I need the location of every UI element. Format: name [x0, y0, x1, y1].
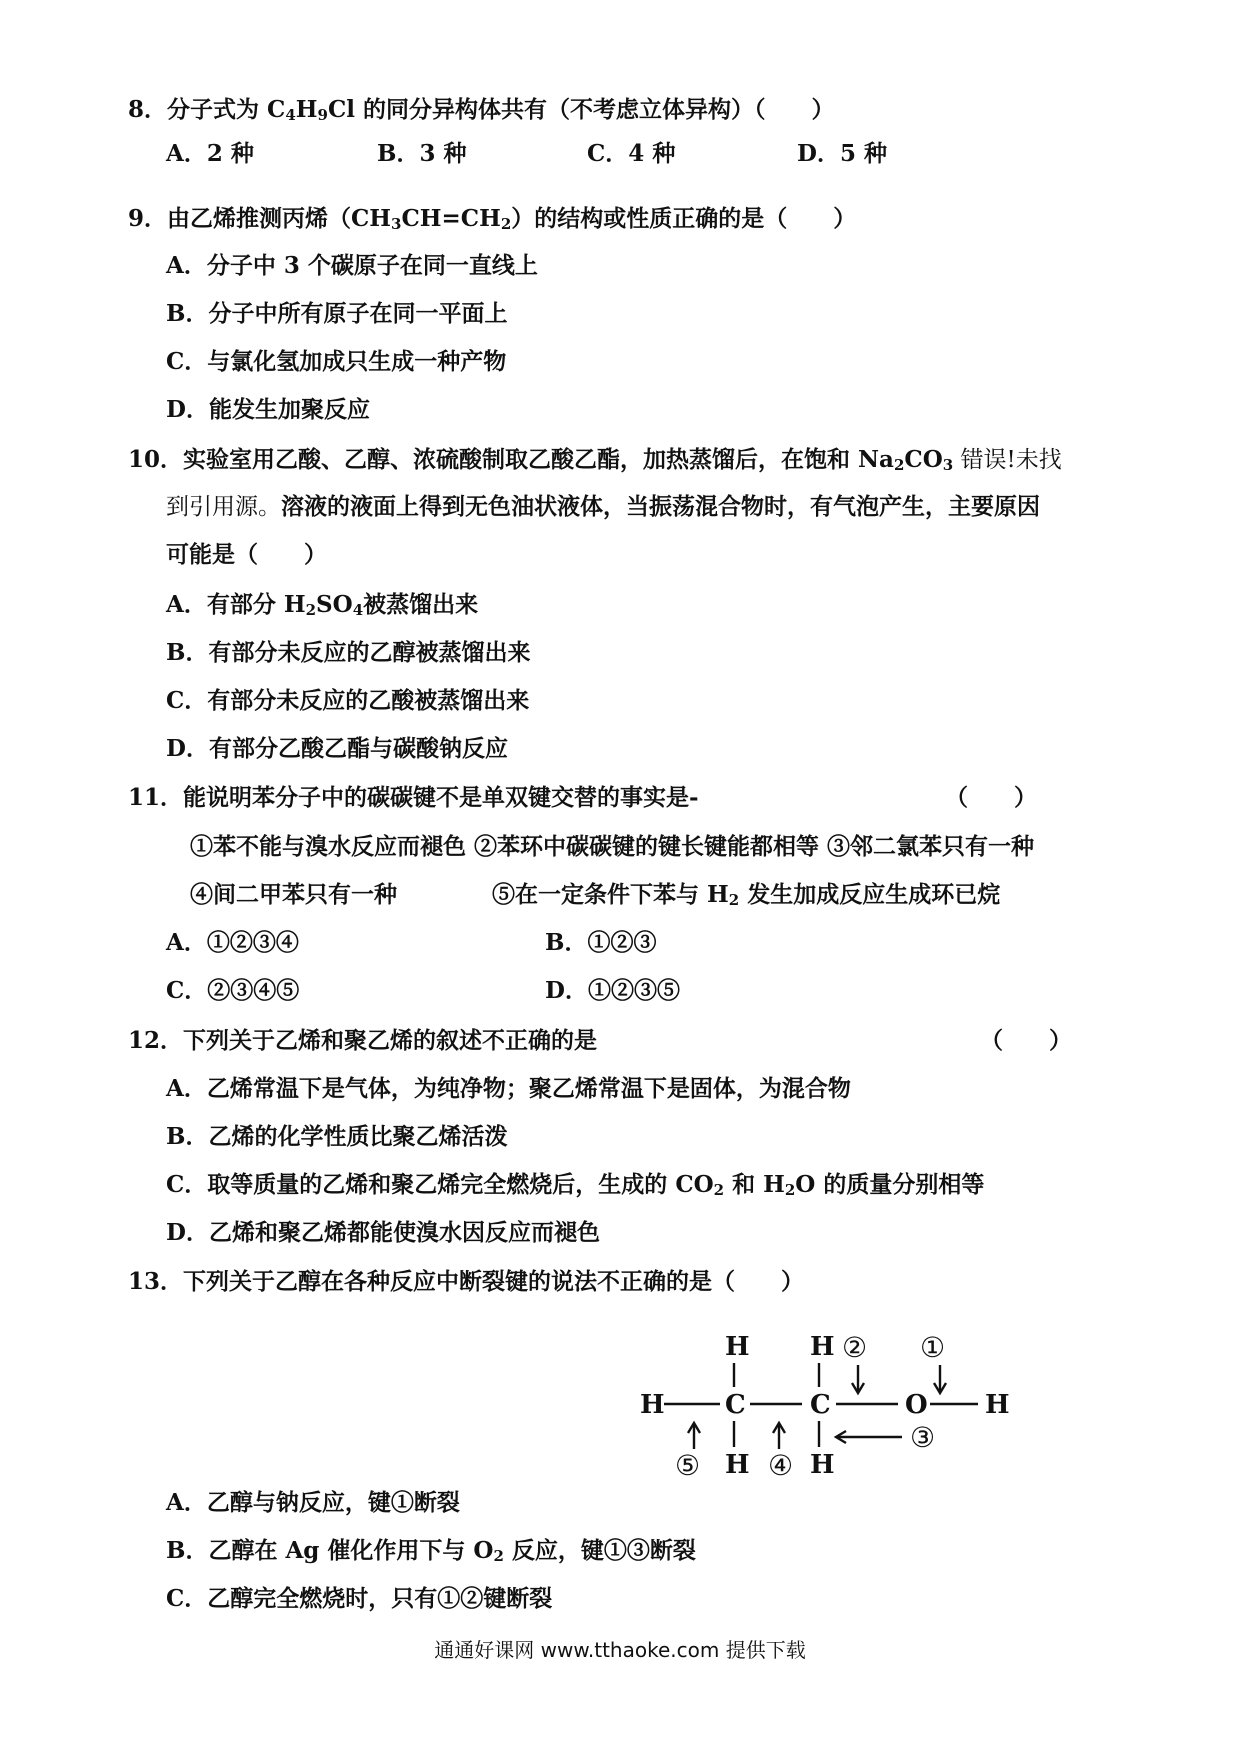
q11-fact-4: ④间二甲苯只有一种 [190, 881, 397, 908]
q8-option-d: D．5 种 [797, 140, 887, 167]
bond-label-4: ④ [768, 1449, 794, 1482]
q10-option-d: D．有部分乙酸乙酯与碳酸钠反应 [166, 735, 508, 762]
q8-option-b: B．3 种 [377, 140, 467, 167]
bond-label-5: ⑤ [675, 1449, 701, 1482]
atom-h-top-left: H [725, 1332, 750, 1362]
atom-h-top-right: H [810, 1332, 835, 1362]
q11-option-b: B．①②③ [545, 929, 657, 956]
bond-label-1: ① [920, 1331, 946, 1364]
q11-fact-5: ⑤在一定条件下苯与 $H_2$ 发生加成反应生成环已烷 [492, 881, 1001, 909]
q10-option-b: B．有部分未反应的乙醇被蒸馏出来 [166, 639, 531, 666]
q11-stem: 11．能说明苯分子中的碳碳键不是单双键交替的事实是- [128, 784, 699, 811]
q8-stem: 8．分子式为 $C_4H_9Cl$ 的同分异构体共有（不考虑立体异构）（ ） [128, 96, 835, 124]
q8-option-c: C．4 种 [587, 140, 676, 167]
q9-option-d: D．能发生加聚反应 [166, 396, 370, 423]
q10-line3: 可能是（ ） [166, 541, 327, 568]
q12-answer-paren: （ ） [980, 1027, 1072, 1054]
q8-option-a: A．2 种 [166, 140, 254, 167]
q12-option-b: B．乙烯的化学性质比聚乙烯活泼 [166, 1123, 508, 1150]
atom-h-right: H [985, 1390, 1010, 1420]
page-footer: 通通好课网 www.tthaoke.com 提供下载 [434, 1638, 806, 1662]
q12-option-a: A．乙烯常温下是气体，为纯净物；聚乙烯常温下是固体，为混合物 [166, 1075, 851, 1102]
ethanol-structure-diagram [640, 1325, 1020, 1495]
q13-option-a: A．乙醇与钠反应，键①断裂 [166, 1489, 460, 1516]
q10-line2: 到引用源。溶液的液面上得到无色油状液体，当振荡混合物时，有气泡产生，主要原因 [166, 493, 1040, 520]
q12-option-c: C．取等质量的乙烯和聚乙烯完全燃烧后，生成的 $CO_2$ 和 $H_2O$ 的质量分别相等 [166, 1171, 985, 1199]
atom-o: O [905, 1390, 928, 1420]
atom-h-bottom-left: H [725, 1450, 750, 1480]
q9-option-c: C．与氯化氢加成只生成一种产物 [166, 348, 507, 375]
q9-stem: 9．由乙烯推测丙烯$(CH_3CH=CH_2)$的结构或性质正确的是（ ） [128, 205, 857, 233]
atom-h-bottom-right: H [810, 1450, 835, 1480]
q12-stem: 12．下列关于乙烯和聚乙烯的叙述不正确的是 [128, 1027, 598, 1054]
q10-option-c: C．有部分未反应的乙酸被蒸馏出来 [166, 687, 530, 714]
q11-option-d: D．①②③⑤ [545, 977, 680, 1004]
q13-stem: 13．下列关于乙醇在各种反应中断裂键的说法不正确的是（ ） [128, 1268, 805, 1295]
q9-option-b: B．分子中所有原子在同一平面上 [166, 300, 508, 327]
q11-option-a: A．①②③④ [166, 929, 299, 956]
q10-option-a: A．有部分 $H_2SO_4$被蒸馏出来 [166, 591, 479, 619]
bond-label-2: ② [842, 1331, 868, 1364]
atom-c2: C [810, 1390, 831, 1420]
q11-option-c: C．②③④⑤ [166, 977, 300, 1004]
q12-option-d: D．乙烯和聚乙烯都能使溴水因反应而褪色 [166, 1219, 600, 1246]
q11-answer-paren: （ ） [945, 784, 1037, 811]
atom-c1: C [725, 1390, 746, 1420]
q11-facts-line1: ①苯不能与溴水反应而褪色 ②苯环中碳碳键的键长键能都相等 ③邻二氯苯只有一种 [190, 833, 1035, 860]
q10-line1: 10．实验室用乙酸、乙醇、浓硫酸制取乙酸乙酯，加热蒸馏后，在饱和 $Na_2CO_3$ 错误!未找 [128, 446, 1062, 474]
atom-h-left: H [640, 1390, 665, 1420]
bond-label-3: ③ [910, 1421, 936, 1454]
q13-option-c: C．乙醇完全燃烧时，只有①②键断裂 [166, 1585, 553, 1612]
q9-option-a: A．分子中 3 个碳原子在同一直线上 [166, 252, 538, 279]
q13-option-b: B．乙醇在 Ag 催化作用下与 $O_2$ 反应，键①③断裂 [166, 1537, 696, 1565]
